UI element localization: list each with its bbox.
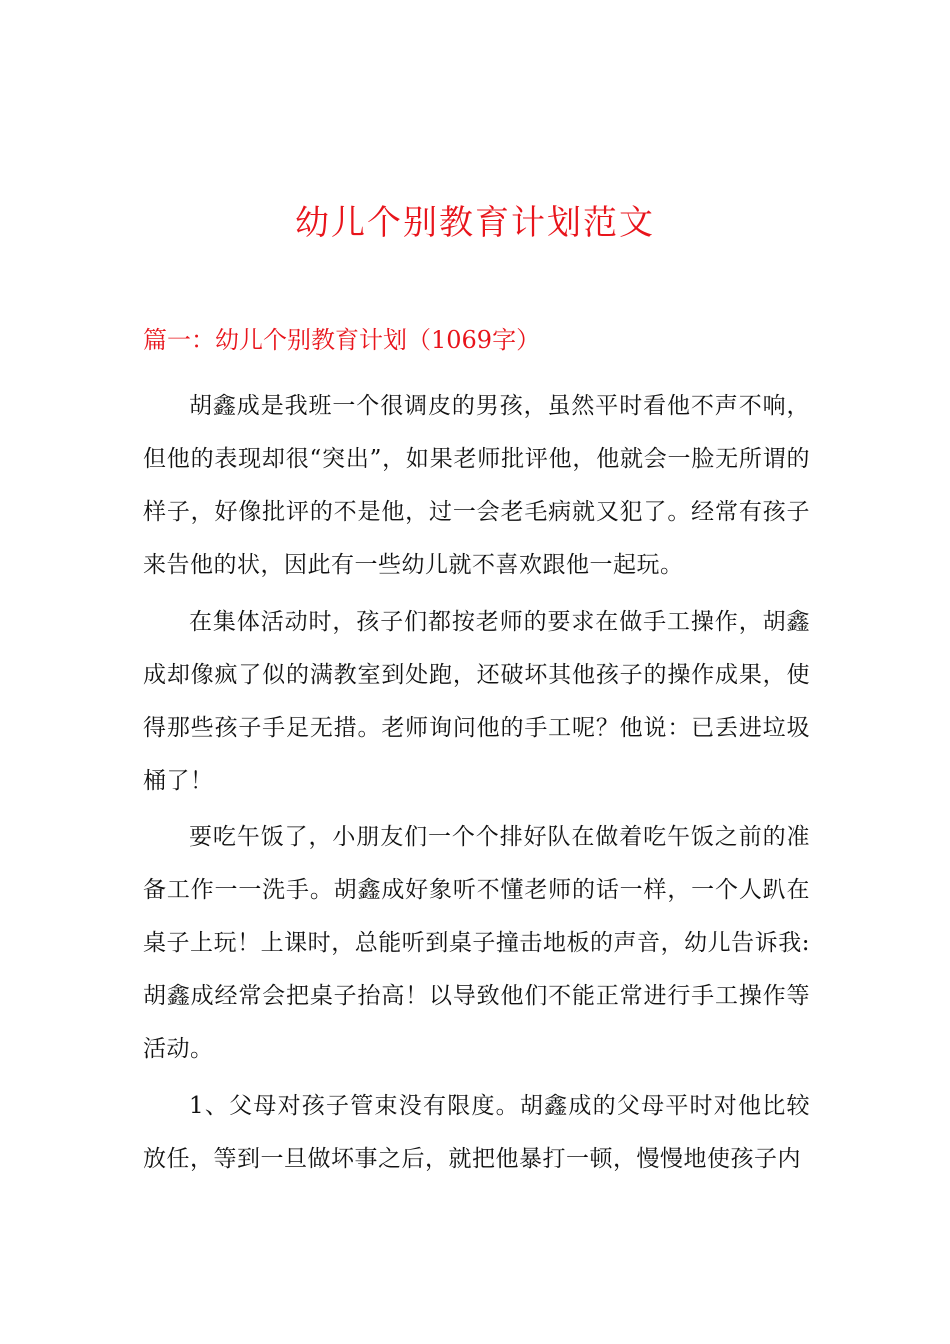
paragraph: 1、父母对孩子管束没有限度。胡鑫成的父母平时对他比较放任，等到一旦做坏事之后，就把他暴打一顿，慢慢地使孩子内 [143, 1093, 810, 1172]
paragraph: 要吃午饭了，小朋友们一个个排好队在做着吃午饭之前的准备工作一一洗手。胡鑫成好象听不懂老师的话一样，一个人趴在桌子上玩！上课时，总能听到桌子撞击地板的声音，幼儿告诉我:胡鑫成经常会把桌子抬高！以导致他们不能正常进行手工操作等活动。 [143, 824, 810, 1062]
section-heading: 篇一：幼儿个别教育计划（1069字） [143, 326, 541, 354]
paragraph: 在集体活动时，孩子们都按老师的要求在做手工操作，胡鑫成却像疯了似的满教室到处跑，还破坏其他孩子的操作成果，使得那些孩子手足无措。老师询问他的手工呢？他说：已丢进垃圾桶了！ [143, 609, 810, 794]
document-title: 幼儿个别教育计划范文 [295, 203, 655, 243]
paragraph: 胡鑫成是我班一个很调皮的男孩，虽然平时看他不声不响，但他的表现却很“突出”，如果老师批评他，他就会一脸无所谓的样子，好像批评的不是他，过一会老毛病就又犯了。经常有孩子来告他的状，因此有一些幼儿就不喜欢跟他一起玩。 [143, 393, 810, 578]
